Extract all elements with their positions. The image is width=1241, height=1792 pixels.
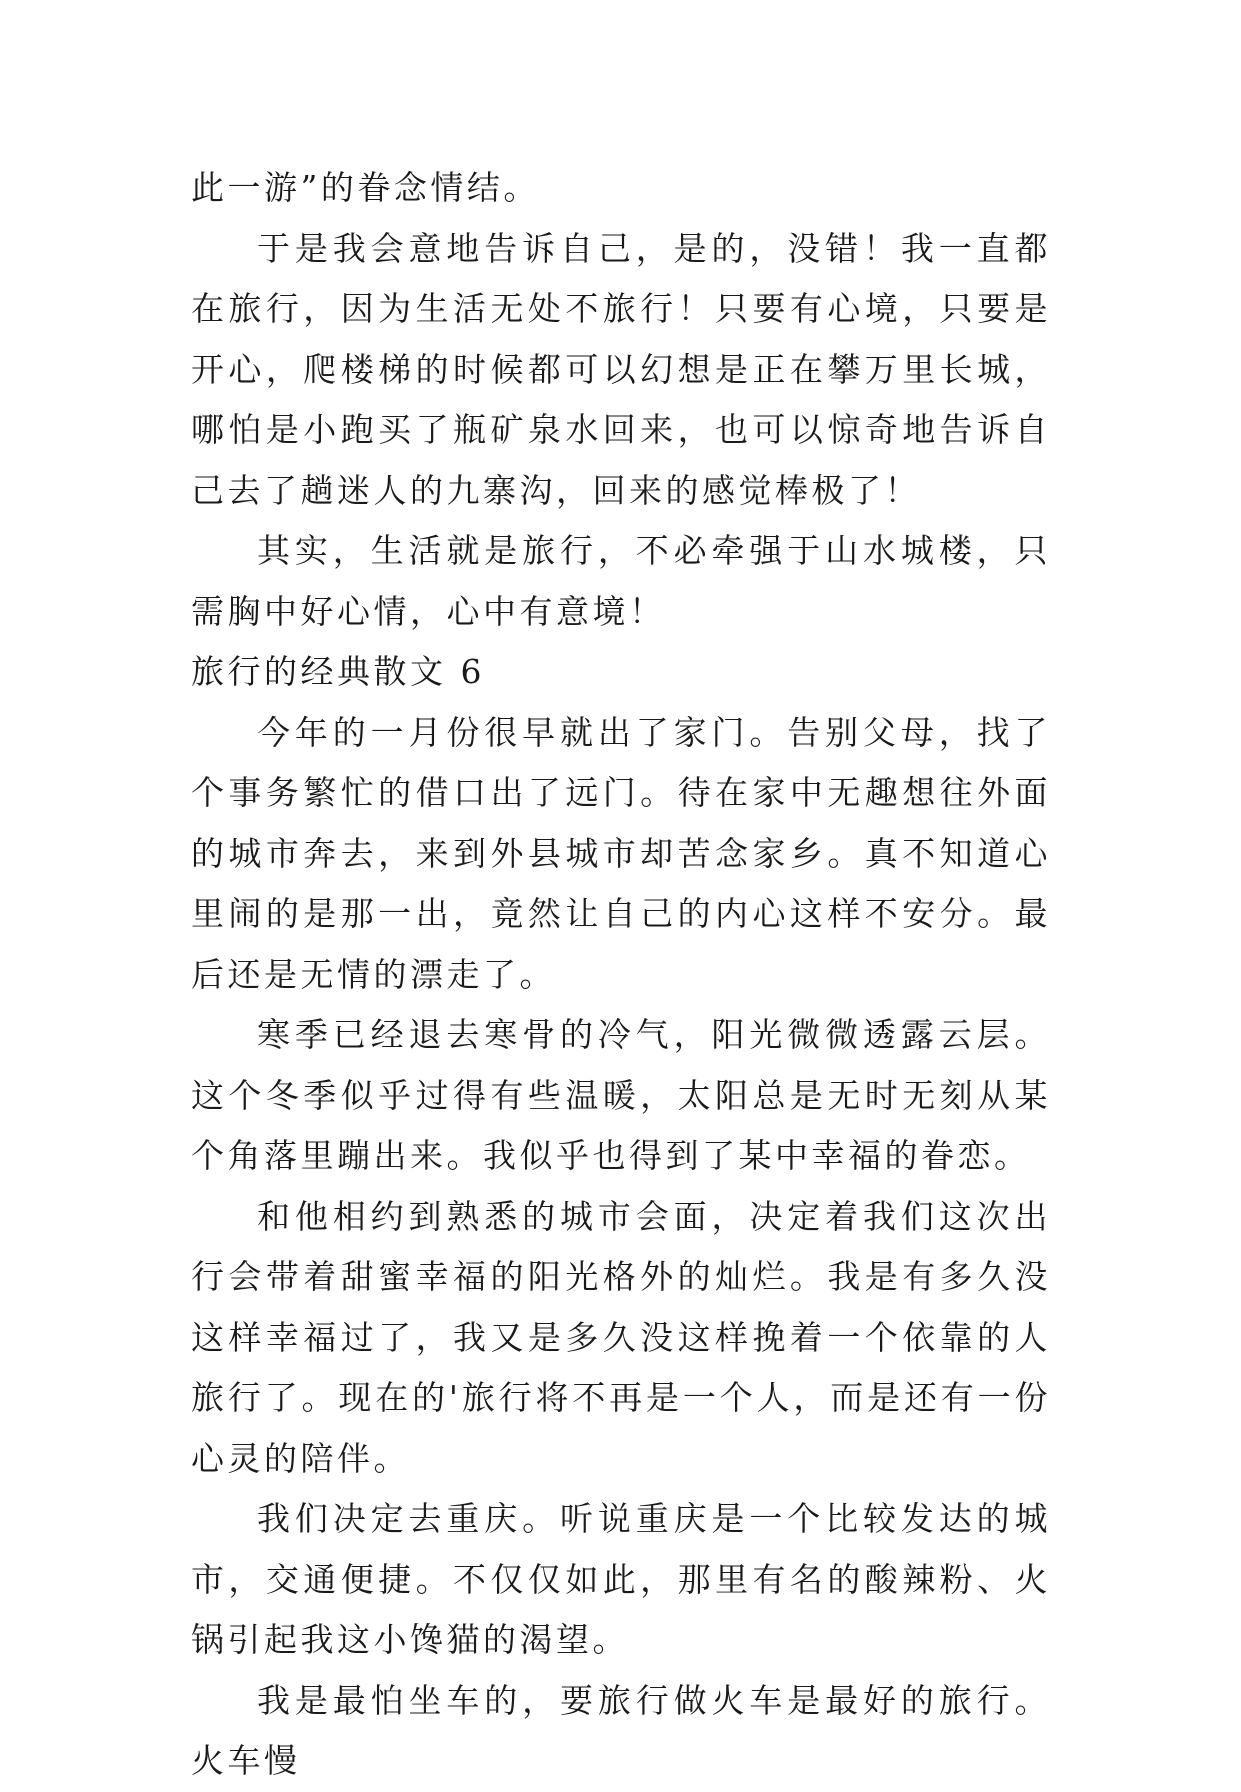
paragraph-train: 我是最怕坐车的，要旅行做火车是最好的旅行。火车慢 bbox=[191, 1680, 1051, 1780]
paragraph-always-traveling: 于是我会意地告诉自己，是的，没错！我一直都在旅行，因为生活无处不旅行！只要有心境，只要是开心，爬楼梯的时候都可以幻想是正在攀万里长城，哪怕是小跑买了瓶矿泉水回来，也可以惊奇地告诉自己去了趟迷人的九寨沟，回来的感觉棒极了！ bbox=[191, 228, 1051, 510]
paragraph-life-is-travel: 其实，生活就是旅行，不必牵强于山水城楼，只需胸中好心情，心中有意境！ bbox=[191, 531, 1051, 631]
paragraph-continuation: 此一游”的眷念情结。 bbox=[191, 168, 540, 207]
paragraph-winter-sunshine: 寒季已经退去寒骨的冷气，阳光微微透露云层。这个冬季似乎过得有些温暖，太阳总是无时无刻从某个角落里蹦出来。我似乎也得到了某中幸福的眷恋。 bbox=[191, 1015, 1051, 1175]
section-heading: 旅行的经典散文 6 bbox=[191, 652, 485, 691]
paragraph-january-departure: 今年的一月份很早就出了家门。告别父母，找了个事务繁忙的借口出了远门。待在家中无趣想往外面的城市奔去，来到外县城市却苦念家乡。真不知道心里闹的是那一出，竟然让自己的内心这样不安分。最后还是无情的漂走了。 bbox=[191, 712, 1051, 994]
paragraph-meeting-him: 和他相约到熟悉的城市会面，决定着我们这次出行会带着甜蜜幸福的阳光格外的灿烂。我是有多久没这样幸福过了，我又是多久没这样挽着一个依靠的人旅行了。现在的'旅行将不再是一个人，而是还有一份心灵的陪伴。 bbox=[191, 1196, 1051, 1478]
paragraph-chongqing: 我们决定去重庆。听说重庆是一个比较发达的城市，交通便捷。不仅仅如此，那里有名的酸辣粉、火锅引起我这小馋猫的渴望。 bbox=[191, 1499, 1051, 1659]
document-body bbox=[191, 158, 1051, 1792]
